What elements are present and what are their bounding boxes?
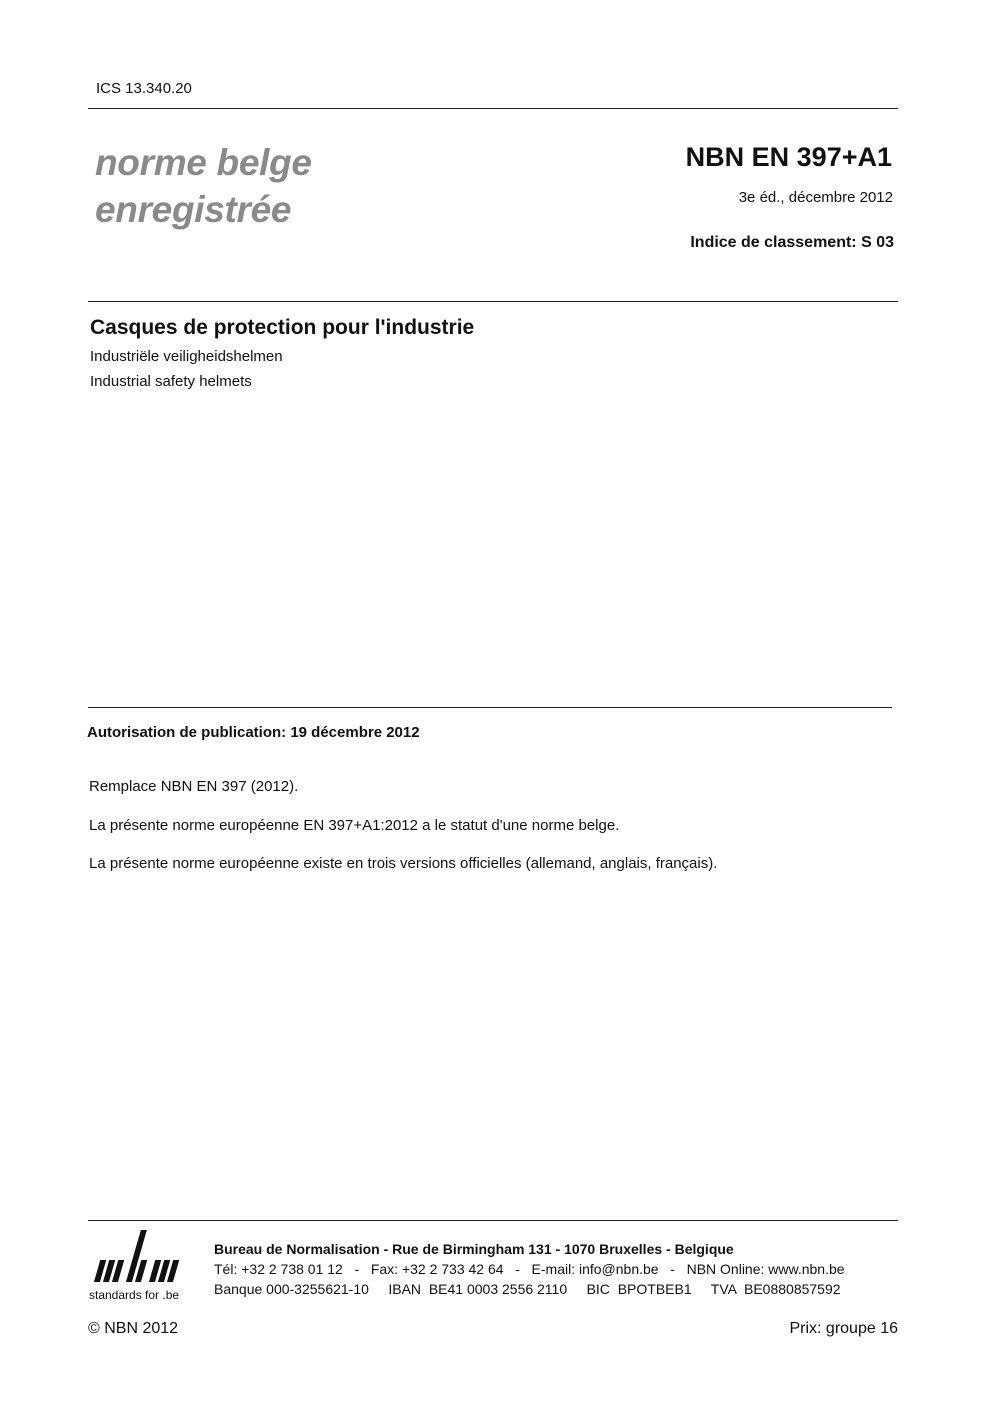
note-versions: La présente norme européenne existe en trois versions officielles (allemand, anglais, français).	[89, 855, 718, 872]
publication-authorization: Autorisation de publication: 19 décembre 2012	[87, 724, 420, 741]
brand-title-line1: norme belge	[95, 142, 312, 183]
note-replaces: Remplace NBN EN 397 (2012).	[89, 778, 299, 795]
edition-date: 3e éd., décembre 2012	[738, 189, 893, 206]
organization-address: Bureau de Normalisation - Rue de Birmingham 131 - 1070 Bruxelles - Belgique	[214, 1241, 734, 1257]
copyright-notice: © NBN 2012	[88, 1320, 179, 1337]
brand-title-line2: enregistrée	[95, 189, 292, 230]
nbn-logo	[86, 1226, 202, 1306]
classification-index: Indice de classement: S 03	[690, 234, 894, 251]
logo-tagline: standards for .be	[89, 1288, 180, 1302]
document-title-english: Industrial safety helmets	[90, 373, 252, 390]
nbn-logo-icon	[86, 1226, 202, 1288]
document-title-french: Casques de protection pour l'industrie	[90, 316, 475, 339]
organization-contact: Tél: +32 2 738 01 12 - Fax: +32 2 733 42 64 - E-mail: info@nbn.be - NBN Online: www.nbn.be	[214, 1261, 845, 1277]
publication-divider	[88, 707, 892, 708]
header-divider	[88, 108, 898, 109]
ics-code: ICS 13.340.20	[96, 80, 192, 97]
title-divider	[88, 301, 898, 302]
note-status: La présente norme européenne EN 397+A1:2012 a le statut d'une norme belge.	[89, 817, 620, 834]
standard-number: NBN EN 397+A1	[685, 142, 892, 172]
document-title-dutch: Industriële veiligheidshelmen	[90, 348, 283, 365]
footer-divider	[88, 1220, 898, 1221]
organization-bank-details: Banque 000-3255621-10 IBAN BE41 0003 2556 2110 BIC BPOTBEB1 TVA BE0880857592	[214, 1281, 841, 1297]
price-group: Prix: groupe 16	[789, 1320, 898, 1337]
